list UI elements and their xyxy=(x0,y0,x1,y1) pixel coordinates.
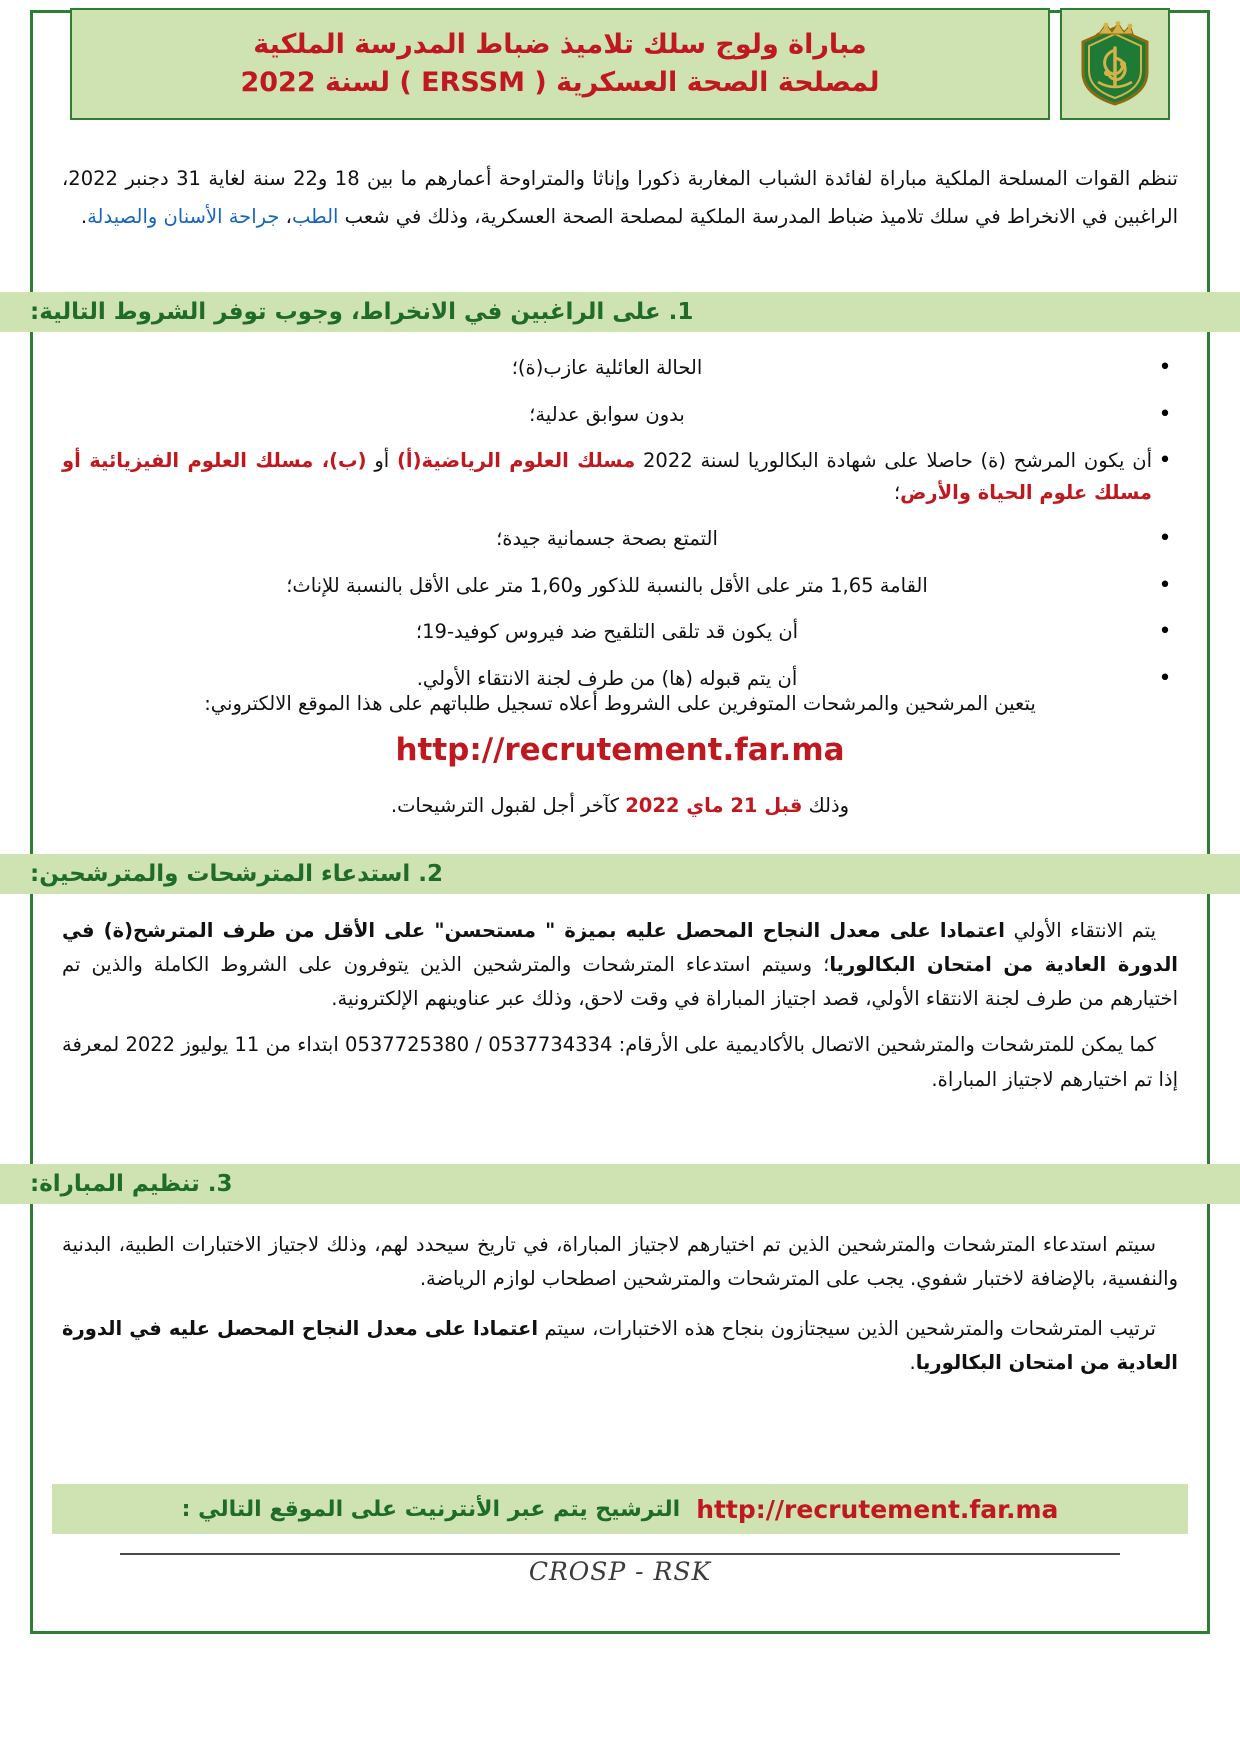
intro-text-part1: تنظم القوات المسلحة الملكية مباراة لفائدة الشباب المغاربة ذكورا وإناثا والمتراوحة أعمارهم ما بين 18 و22 سنة لغاية 31 دجنبر 2022، الراغبين في الانخراط في سلك تلاميذ ضباط المدرسة الملكية لمصلحة الصحة العسكرية، وذلك في شعب xyxy=(62,167,1178,229)
poster-title-box xyxy=(70,8,1050,120)
organization-paragraph-2 xyxy=(62,1312,1178,1380)
footer-url[interactable]: http://recrutement.far.ma xyxy=(696,1494,1059,1524)
footer-label: الترشيح يتم عبر الأنترنيت على الموقع التالي : xyxy=(181,1496,681,1522)
section-heading-convocation-label: 2. استدعاء المترشحات والمترشحين: xyxy=(30,861,444,887)
list-item-text: أن يتم قبوله (ها) من طرف لجنة الانتقاء الأولي. xyxy=(416,667,798,691)
bac-track-math-a: مسلك العلوم الرياضية(أ) xyxy=(397,449,636,473)
poster-title-line-1: مباراة ولوج سلك تلاميذ ضباط المدرسة الملكية xyxy=(253,28,867,60)
list-item xyxy=(62,663,1178,695)
bullet-dot-icon: • xyxy=(1158,401,1172,427)
bullet-dot-icon: • xyxy=(1158,572,1172,598)
bullet-dot-icon: • xyxy=(1158,526,1172,552)
emblem-container xyxy=(1060,8,1170,120)
list-item xyxy=(62,616,1178,648)
intro-link-dental-pharmacy[interactable]: جراحة الأسنان والصيدلة xyxy=(87,205,280,229)
org-p2-a: ترتيب المترشحات والمترشحين الذين سيجتازون بنجاح هذه الاختبارات، سيتم xyxy=(538,1317,1156,1341)
signature-block xyxy=(0,1553,1240,1586)
bac-text-a: أن يكون المرشح (ة) حاصلا على شهادة البكالوريا لسنة 2022 xyxy=(635,449,1152,473)
intro-text-end: . xyxy=(80,205,88,229)
section-heading-organization-label: 3. تنظيم المباراة: xyxy=(30,1171,233,1197)
royal-armed-forces-emblem-icon xyxy=(1078,20,1152,108)
bullet-dot-icon: • xyxy=(1158,448,1172,474)
list-item-text: القامة 1,65 متر على الأقل بالنسبة للذكور و1,60 متر على الأقل بالنسبة للإناث؛ xyxy=(286,573,928,597)
list-item-text: بدون سوابق عدلية؛ xyxy=(529,402,685,426)
list-item xyxy=(62,399,1178,431)
org-p2-c: . xyxy=(909,1351,916,1375)
poster-header xyxy=(70,8,1170,120)
conditions-list xyxy=(62,352,1178,710)
list-item xyxy=(62,523,1178,555)
bac-text-c: ؛ xyxy=(893,480,901,504)
poster-title-line-2: لمصلحة الصحة العسكرية ( ERSSM ) لسنة 2022 xyxy=(240,67,880,98)
convocation-paragraph-2: كما يمكن للمترشحات والمترشحين الاتصال بالأكاديمية على الأرقام: 0537734334 / 0537725380 ابتداء من 11 يوليوز 2022 لمعرفة إذا تم اختيارهم لاجتياز المباراة. xyxy=(62,1033,1178,1091)
section-heading-conditions xyxy=(0,292,1240,332)
list-item xyxy=(62,352,1178,384)
conv-p1-a: يتم الانتقاء الأولي xyxy=(1004,919,1156,942)
org-p2-bold: اعتمادا على معدل النجاح المحصل عليه في الدورة العادية من امتحان البكالوريا xyxy=(62,1317,1178,1375)
bac-track-other: (ب)، مسلك العلوم الفيزيائية أو مسلك علوم الحياة والأرض xyxy=(62,449,1152,504)
organization-paragraph-1: سيتم استدعاء المترشحات والمترشحين الذين تم اختيارهم لاجتياز المباراة، في تاريخ سيحدد لهم، وذلك لاجتياز الاختبارات الطبية، البدنية والنفسية، بالإضافة لاختبار شفوي. يجب على المترشحات والمترشحين اصطحاب لوازم الرياضة. xyxy=(62,1233,1178,1291)
section-heading-convocation xyxy=(0,854,1240,894)
conv-p1-c: ؛ وسيتم استدعاء المترشحات والمترشحين الذين يتوفرون على الشروط الكاملة والذين تم اختيارهم من طرف لجنة الانتقاء الأولي، قصد اجتياز المباراة في وقت لاحق، وذلك عبر عناوينهم الإلكترونية. xyxy=(62,953,1178,1011)
section-organization-body xyxy=(62,1228,1178,1397)
bullet-dot-icon: • xyxy=(1158,666,1172,692)
convocation-paragraph-1 xyxy=(62,914,1178,1016)
signature-text: CROSP - RSK xyxy=(528,1557,712,1586)
bullet-dot-icon: • xyxy=(1158,619,1172,645)
registration-note: يتعين المرشحين والمرشحات المتوفرين على الشروط أعلاه تسجيل طلباتهم على هذا الموقع الالكتروني: xyxy=(204,692,1036,715)
intro-paragraph xyxy=(62,160,1178,236)
conv-p1-bold: اعتمادا على معدل النجاح المحصل عليه بميزة " مستحسن" على الأقل من طرف المترشح(ة) في الدورة العادية من امتحان البكالوريا xyxy=(62,919,1178,977)
section-heading-organization xyxy=(0,1164,1240,1204)
deadline-suffix: كآخر أجل لقبول الترشيحات. xyxy=(390,794,626,817)
bac-text-b: أو xyxy=(366,449,397,473)
list-item-text-baccalaureate xyxy=(62,445,1152,508)
signature-divider xyxy=(120,1553,1120,1555)
deadline-note xyxy=(0,794,1240,817)
list-item xyxy=(62,570,1178,602)
intro-link-medicine[interactable]: الطب xyxy=(291,205,339,229)
deadline-prefix: وذلك xyxy=(802,794,850,817)
footer-application-bar xyxy=(52,1484,1188,1534)
list-item-text: الحالة العائلية عازب(ة)؛ xyxy=(511,356,703,379)
deadline-date: قبل 21 ماي 2022 xyxy=(625,794,803,817)
list-item-text: أن يكون قد تلقى التلقيح ضد فيروس كوفيد-19؛ xyxy=(415,620,799,644)
bullet-dot-icon: • xyxy=(1158,355,1172,380)
list-item-text: التمتع بصحة جسمانية جيدة؛ xyxy=(496,527,718,551)
intro-separator: ، xyxy=(279,205,292,229)
section-convocation-body xyxy=(62,914,1178,1109)
list-item xyxy=(62,445,1178,508)
registration-url[interactable]: http://recrutement.far.ma xyxy=(395,732,845,768)
section-heading-conditions-label: 1. على الراغبين في الانخراط، وجوب توفر الشروط التالية: xyxy=(30,299,694,325)
